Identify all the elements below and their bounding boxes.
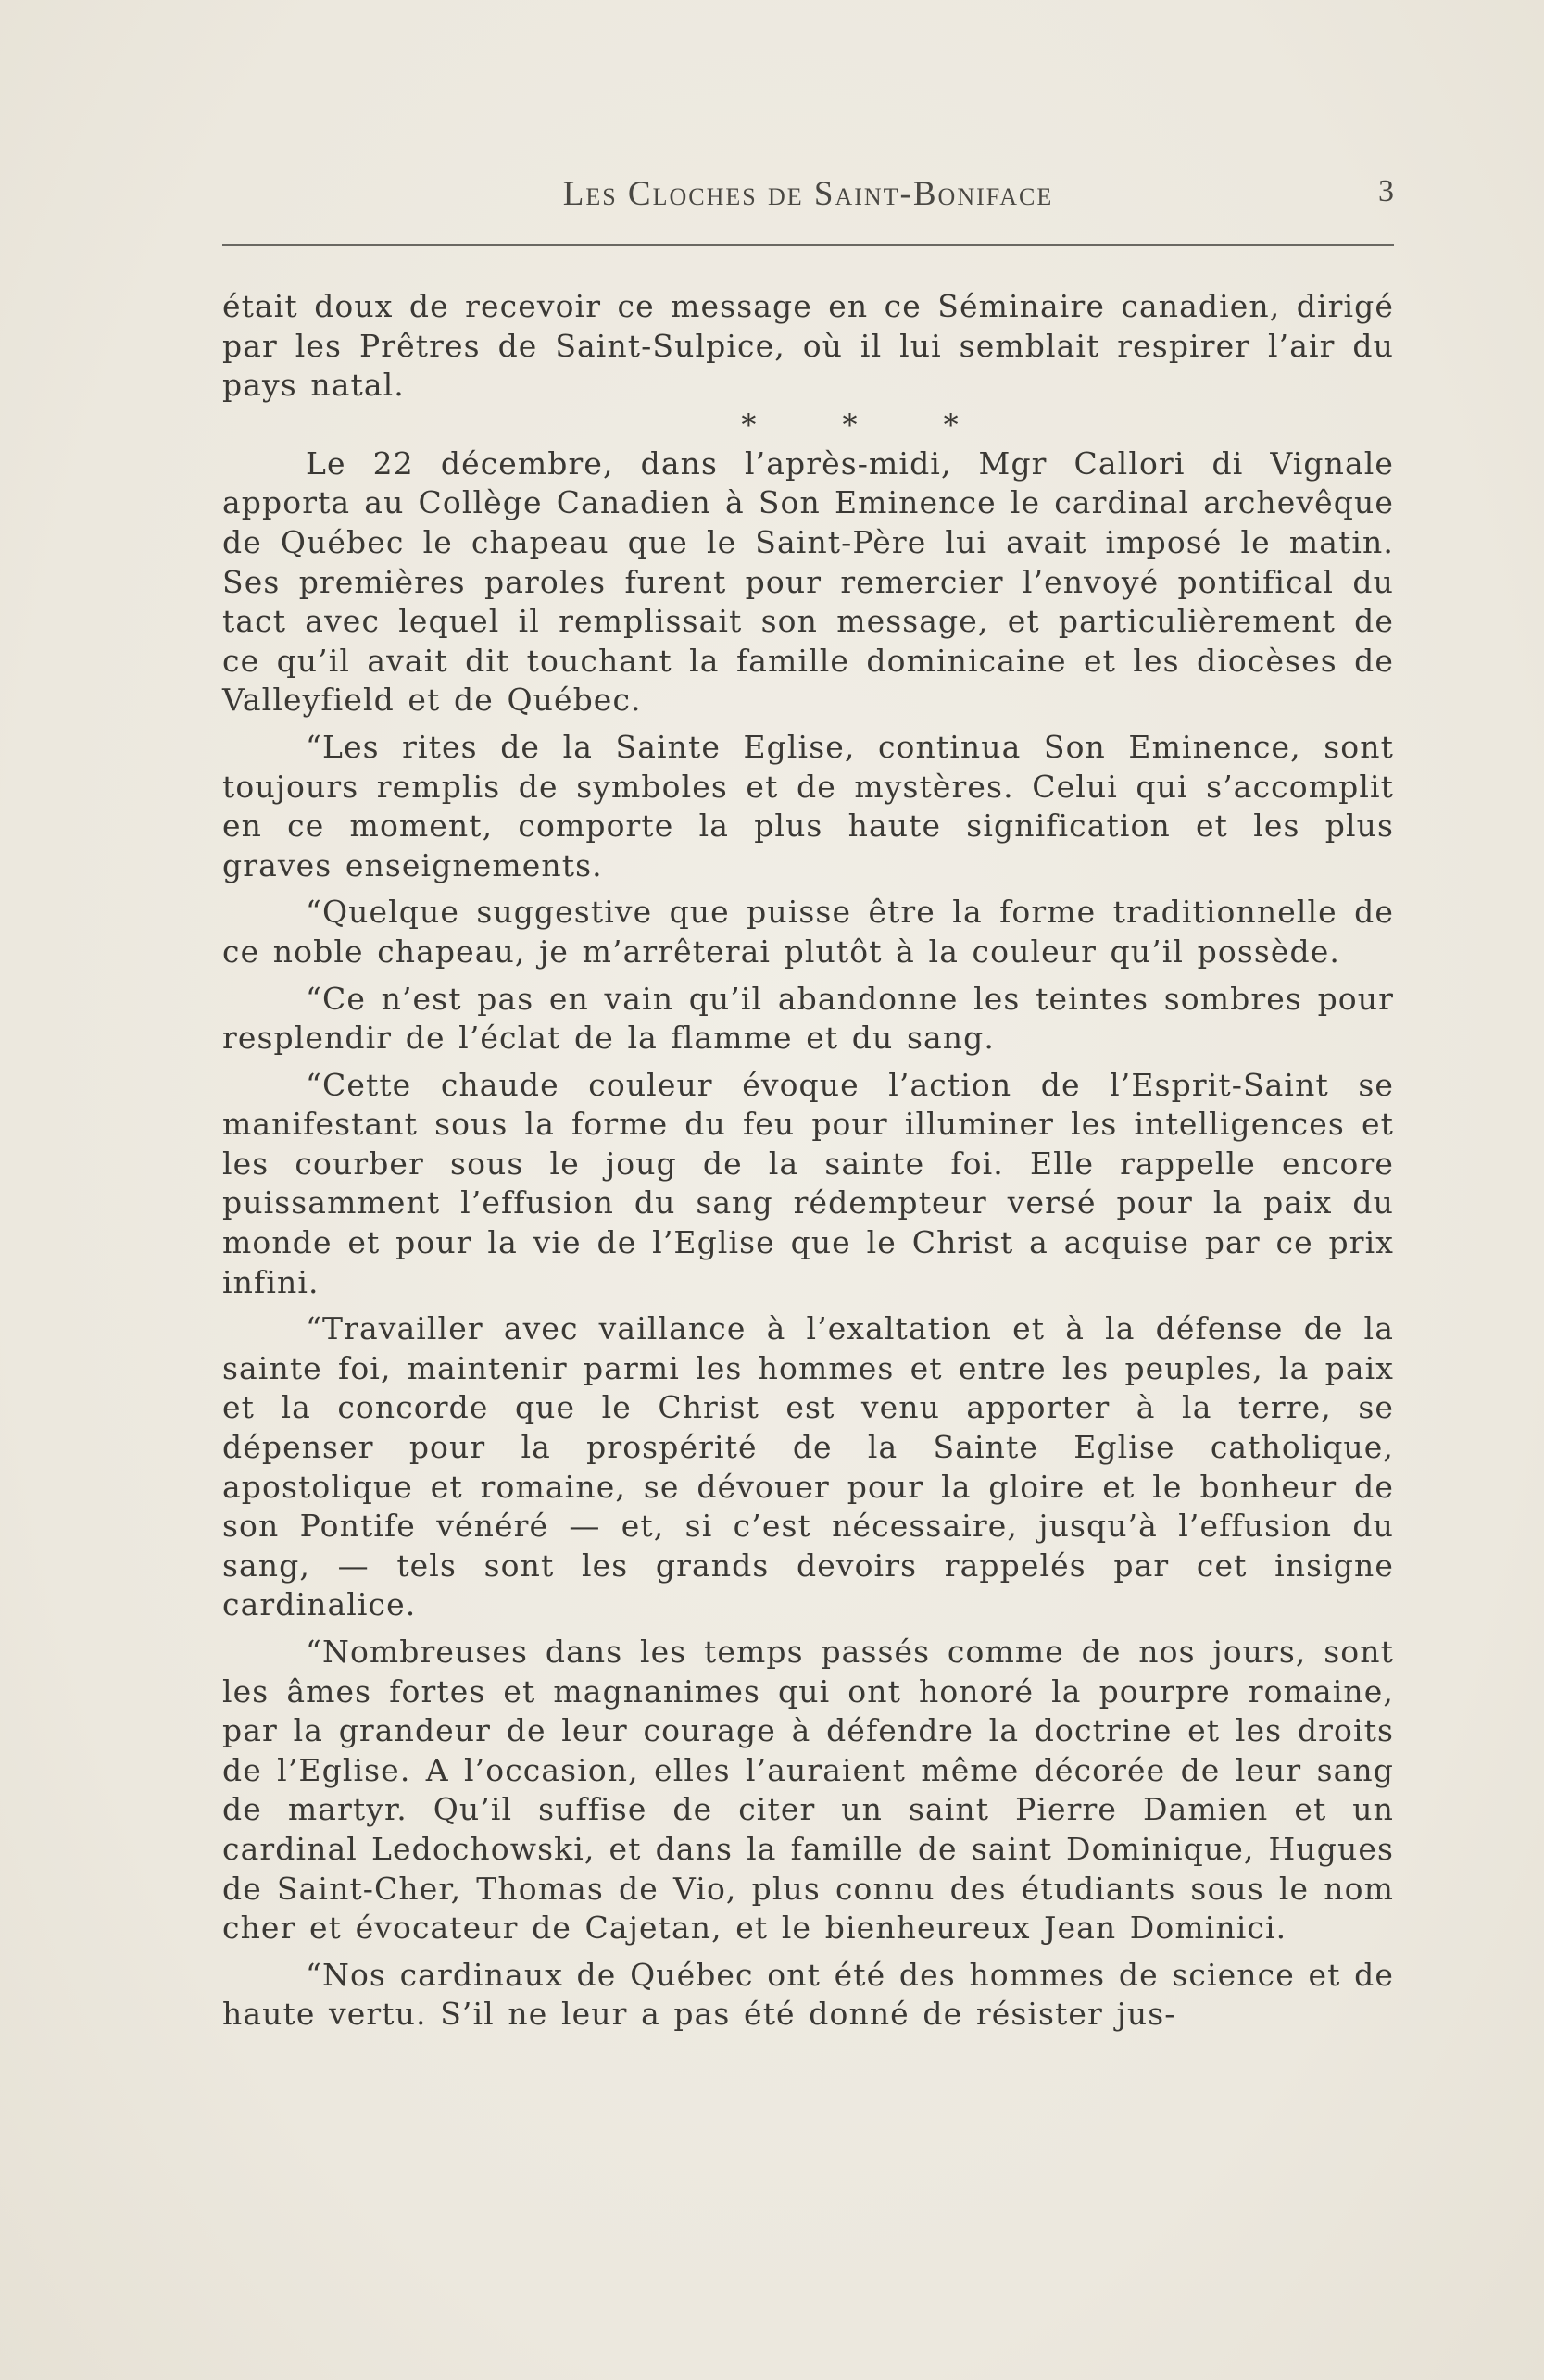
running-title: Les Cloches de Saint-Boniface — [562, 175, 1054, 213]
page-header — [222, 174, 1394, 220]
page-number: 3 — [1378, 174, 1394, 208]
paragraph-3: “Quelque suggestive que puisse être la forme traditionnelle de ce noble chapeau, je m’arrêterai plutôt à la couleur qu’il possède. — [222, 894, 1394, 970]
paragraph-4: “Ce n’est pas en vain qu’il abandonne les teintes sombres pour resplendir de l’éclat de la flamme et du sang. — [222, 980, 1394, 1057]
body-text — [222, 287, 1394, 2035]
paragraph-1: Le 22 décembre, dans l’après-midi, Mgr Callori di Vignale apporta au Collège Canadien à Son Eminence le cardinal archevêque de Québec le chapeau que le Saint-Père lui avait imposé le matin. Ses premières paroles furent pour remercier l’envoyé pontifical du tact avec lequel il remplissait son message, et particulièrement de ce qu’il avait dit touchant la famille dominicaine et les diocèses de Valleyfield et de Québec. — [222, 445, 1394, 719]
paragraph-2: “Les rites de la Sainte Eglise, continua Son Eminence, sont toujours remplis de symboles et de mystères. Celui qui s’accomplit en ce moment, comporte la plus haute signification et les plus graves enseignements. — [222, 728, 1394, 883]
paragraph-8: “Nos cardinaux de Québec ont été des hommes de science et de haute vertu. S’il ne leur a pas été donné de résister jus- — [222, 1956, 1394, 2033]
section-separator: * * * — [741, 407, 996, 443]
header-rule — [222, 244, 1394, 246]
paragraph-7: “Nombreuses dans les temps passés comme de nos jours, sont les âmes fortes et magnanimes qui ont honoré la pourpre romaine, par la grandeur de leur courage à défendre la doctrine et les droits de l’Eglise. A l’occasion, elles l’auraient même décorée de leur sang de martyr. Qu’il suffise de citer un saint Pierre Damien et un cardinal Ledochowski, et dans la famille de saint Dominique, Hugues de Saint-Cher, Thomas de Vio, plus connu des étudiants sous le nom cher et évocateur de Cajetan, et le bienheureux Jean Dominici. — [222, 1634, 1394, 1947]
paragraph-6: “Travailler avec vaillance à l’exaltation et à la défense de la sainte foi, maintenir parmi les hommes et entre les peuples, la paix et la concorde que le Christ est venu apporter à la terre, se dépenser pour la prospérité de la Sainte Eglise catholique, apostolique et romaine, se dévouer pour la gloire et le bonheur de son Pontife vénéré — et, si c’est nécessaire, jusqu’à l’effusion du sang, — tels sont les grands devoirs rappelés par cet insigne cardinalice. — [222, 1310, 1394, 1623]
paragraph-0: était doux de recevoir ce message en ce Séminaire canadien, dirigé par les Prêtres de Saint-Sulpice, où il lui semblait respirer l’air du pays natal. — [222, 288, 1394, 404]
paragraph-5: “Cette chaude couleur évoque l’action de l’Esprit-Saint se manifestant sous la forme du feu pour illuminer les intelligences et les courber sous le joug de la sainte foi. Elle rappelle encore puissamment l’effusion du sang rédempteur versé pour la paix du monde et pour la vie de l’Eglise que le Christ a acquise par ce prix infini. — [222, 1066, 1394, 1300]
